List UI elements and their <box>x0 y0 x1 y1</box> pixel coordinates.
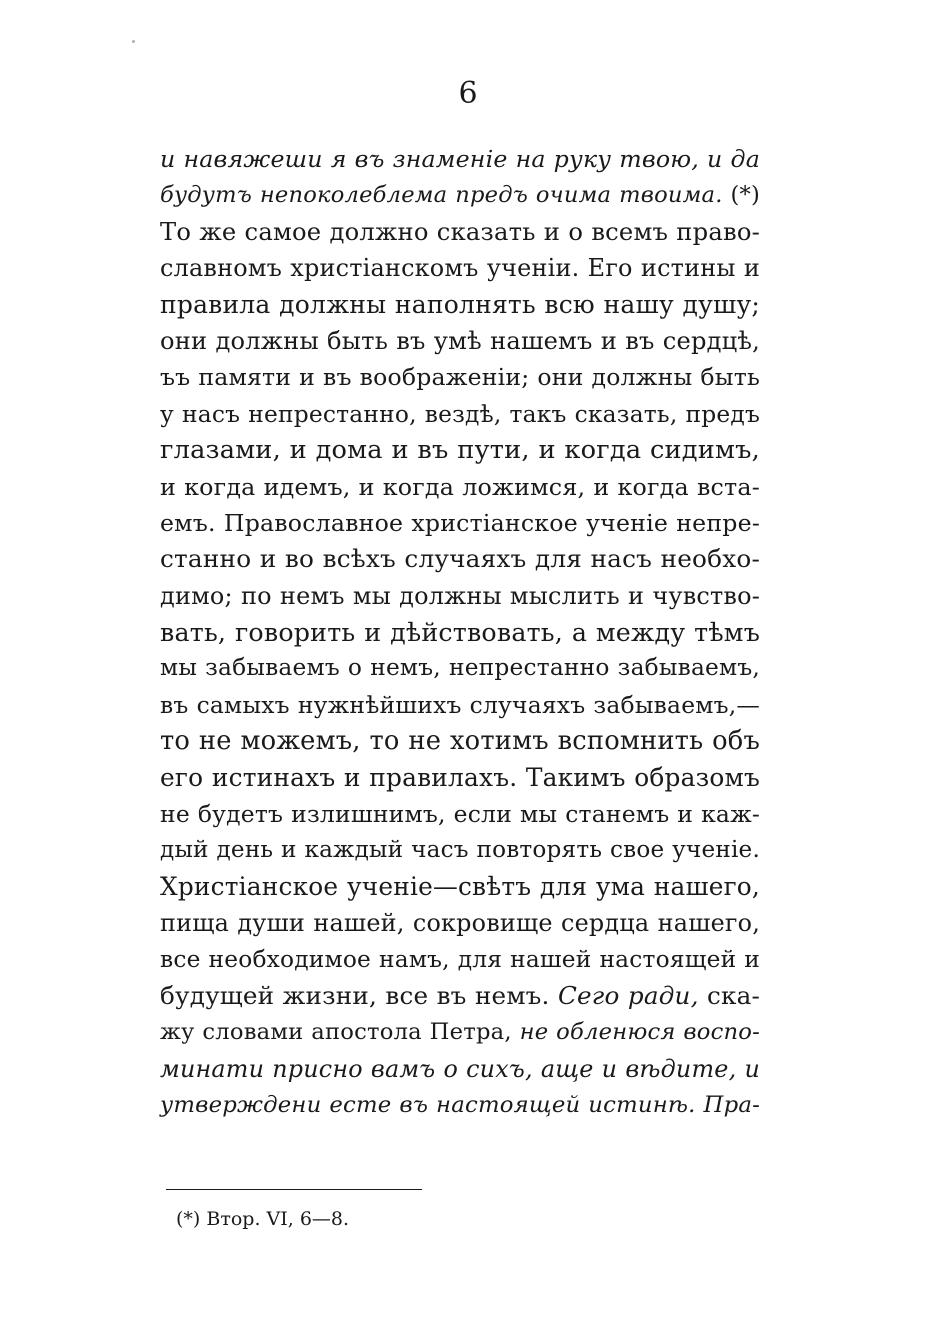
text-line <box>160 396 760 432</box>
text-line <box>160 687 760 723</box>
text-line <box>160 1014 760 1050</box>
text-line <box>160 177 760 213</box>
text-segment: мы забываемъ о немъ, непрестанно забываемъ, <box>160 654 760 682</box>
text-line <box>160 723 760 759</box>
text-line <box>160 541 760 577</box>
italic-text: Сего ради, <box>557 980 699 1010</box>
text-segment: славномъ христіанскомъ ученіи. Его истины и <box>160 254 760 283</box>
text-segment: Христіанское ученіе—свѣтъ для ума нашего, <box>160 871 760 901</box>
text-line <box>160 323 760 359</box>
text-segment: будущей жизни, все въ немъ. <box>160 980 558 1010</box>
text-line <box>160 432 760 468</box>
text-line <box>160 760 760 796</box>
text-line <box>160 1051 760 1087</box>
text-line <box>160 359 760 395</box>
italic-text: минати присно вамъ о сихъ, аще и вѣдите, и <box>160 1054 760 1083</box>
text-segment: въ самыхъ нужнѣйшихъ случаяхъ забываемъ,— <box>160 690 760 719</box>
text-line <box>160 1087 760 1123</box>
text-segment: (*) <box>722 182 760 209</box>
italic-text: будутъ непоколеблема предъ очима твоима. <box>160 182 723 209</box>
text-segment: димо; по немъ мы должны мыслить и чувство- <box>160 581 760 610</box>
text-segment: дый день и каждый часъ повторять свое ученіе. <box>160 837 760 864</box>
footnote: (*) Втор. VI, 6—8. <box>176 1208 350 1230</box>
text-line <box>160 469 760 505</box>
text-segment: глазами, и дома и въ пути, и когда сидимъ, <box>160 435 760 466</box>
text-segment: вать, говорить и дѣйствовать, а между тѣмъ <box>160 617 760 648</box>
page-number: 6 <box>458 76 478 111</box>
text-line <box>160 869 760 905</box>
text-line <box>160 287 760 323</box>
text-segment: жу словами апостола Петра, <box>160 1019 520 1046</box>
text-segment: емъ. Православное христіанское ученіе непре- <box>160 508 760 537</box>
text-segment: ска- <box>698 980 760 1010</box>
text-segment: станно и во всѣхъ случаяхъ для насъ необхо- <box>160 544 760 574</box>
text-segment: они должны быть въ умѣ нашемъ и въ сердцѣ, <box>160 326 760 355</box>
text-segment: То же самое должно сказать и о всемъ право- <box>160 217 760 246</box>
text-segment: и когда идемъ, и когда ложимся, и когда вста- <box>160 472 760 501</box>
text-line <box>160 614 760 650</box>
text-line <box>160 141 760 177</box>
text-line <box>160 978 760 1014</box>
body-text <box>160 141 760 1124</box>
text-line <box>160 905 760 941</box>
footnote-divider <box>166 1189 422 1190</box>
text-line <box>160 650 760 686</box>
text-line <box>160 505 760 541</box>
text-line <box>160 214 760 250</box>
text-segment: все необходимое намъ, для нашей настоящей и <box>160 945 760 973</box>
text-line <box>160 796 760 832</box>
text-segment: у насъ непрестанно, вездѣ, такъ сказать, предъ <box>160 399 760 428</box>
italic-text: не обленюся воспо- <box>519 1019 760 1046</box>
text-segment: то не можемъ, то не хотимъ вспомнить объ <box>160 726 760 757</box>
text-line <box>160 942 760 978</box>
italic-text: утверждени есте въ настоящей истинѣ. Пра- <box>160 1092 760 1119</box>
paper-speck <box>132 40 135 43</box>
text-segment: правила должны наполнять всю нашу душу; <box>160 289 760 319</box>
text-segment: ъъ памяти и въ воображеніи; они должны быть <box>160 363 760 392</box>
text-line <box>160 250 760 286</box>
italic-text: и навяжеши я въ знаменіе на руку твою, и да <box>160 145 760 173</box>
text-segment: пища души нашей, сокровище сердца нашего, <box>160 909 760 938</box>
text-segment: не будетъ излишнимъ, если мы станемъ и каж- <box>160 800 760 829</box>
text-segment: его истинахъ и правилахъ. Такимъ образомъ <box>160 762 760 792</box>
text-line <box>160 578 760 614</box>
text-line <box>160 832 760 868</box>
